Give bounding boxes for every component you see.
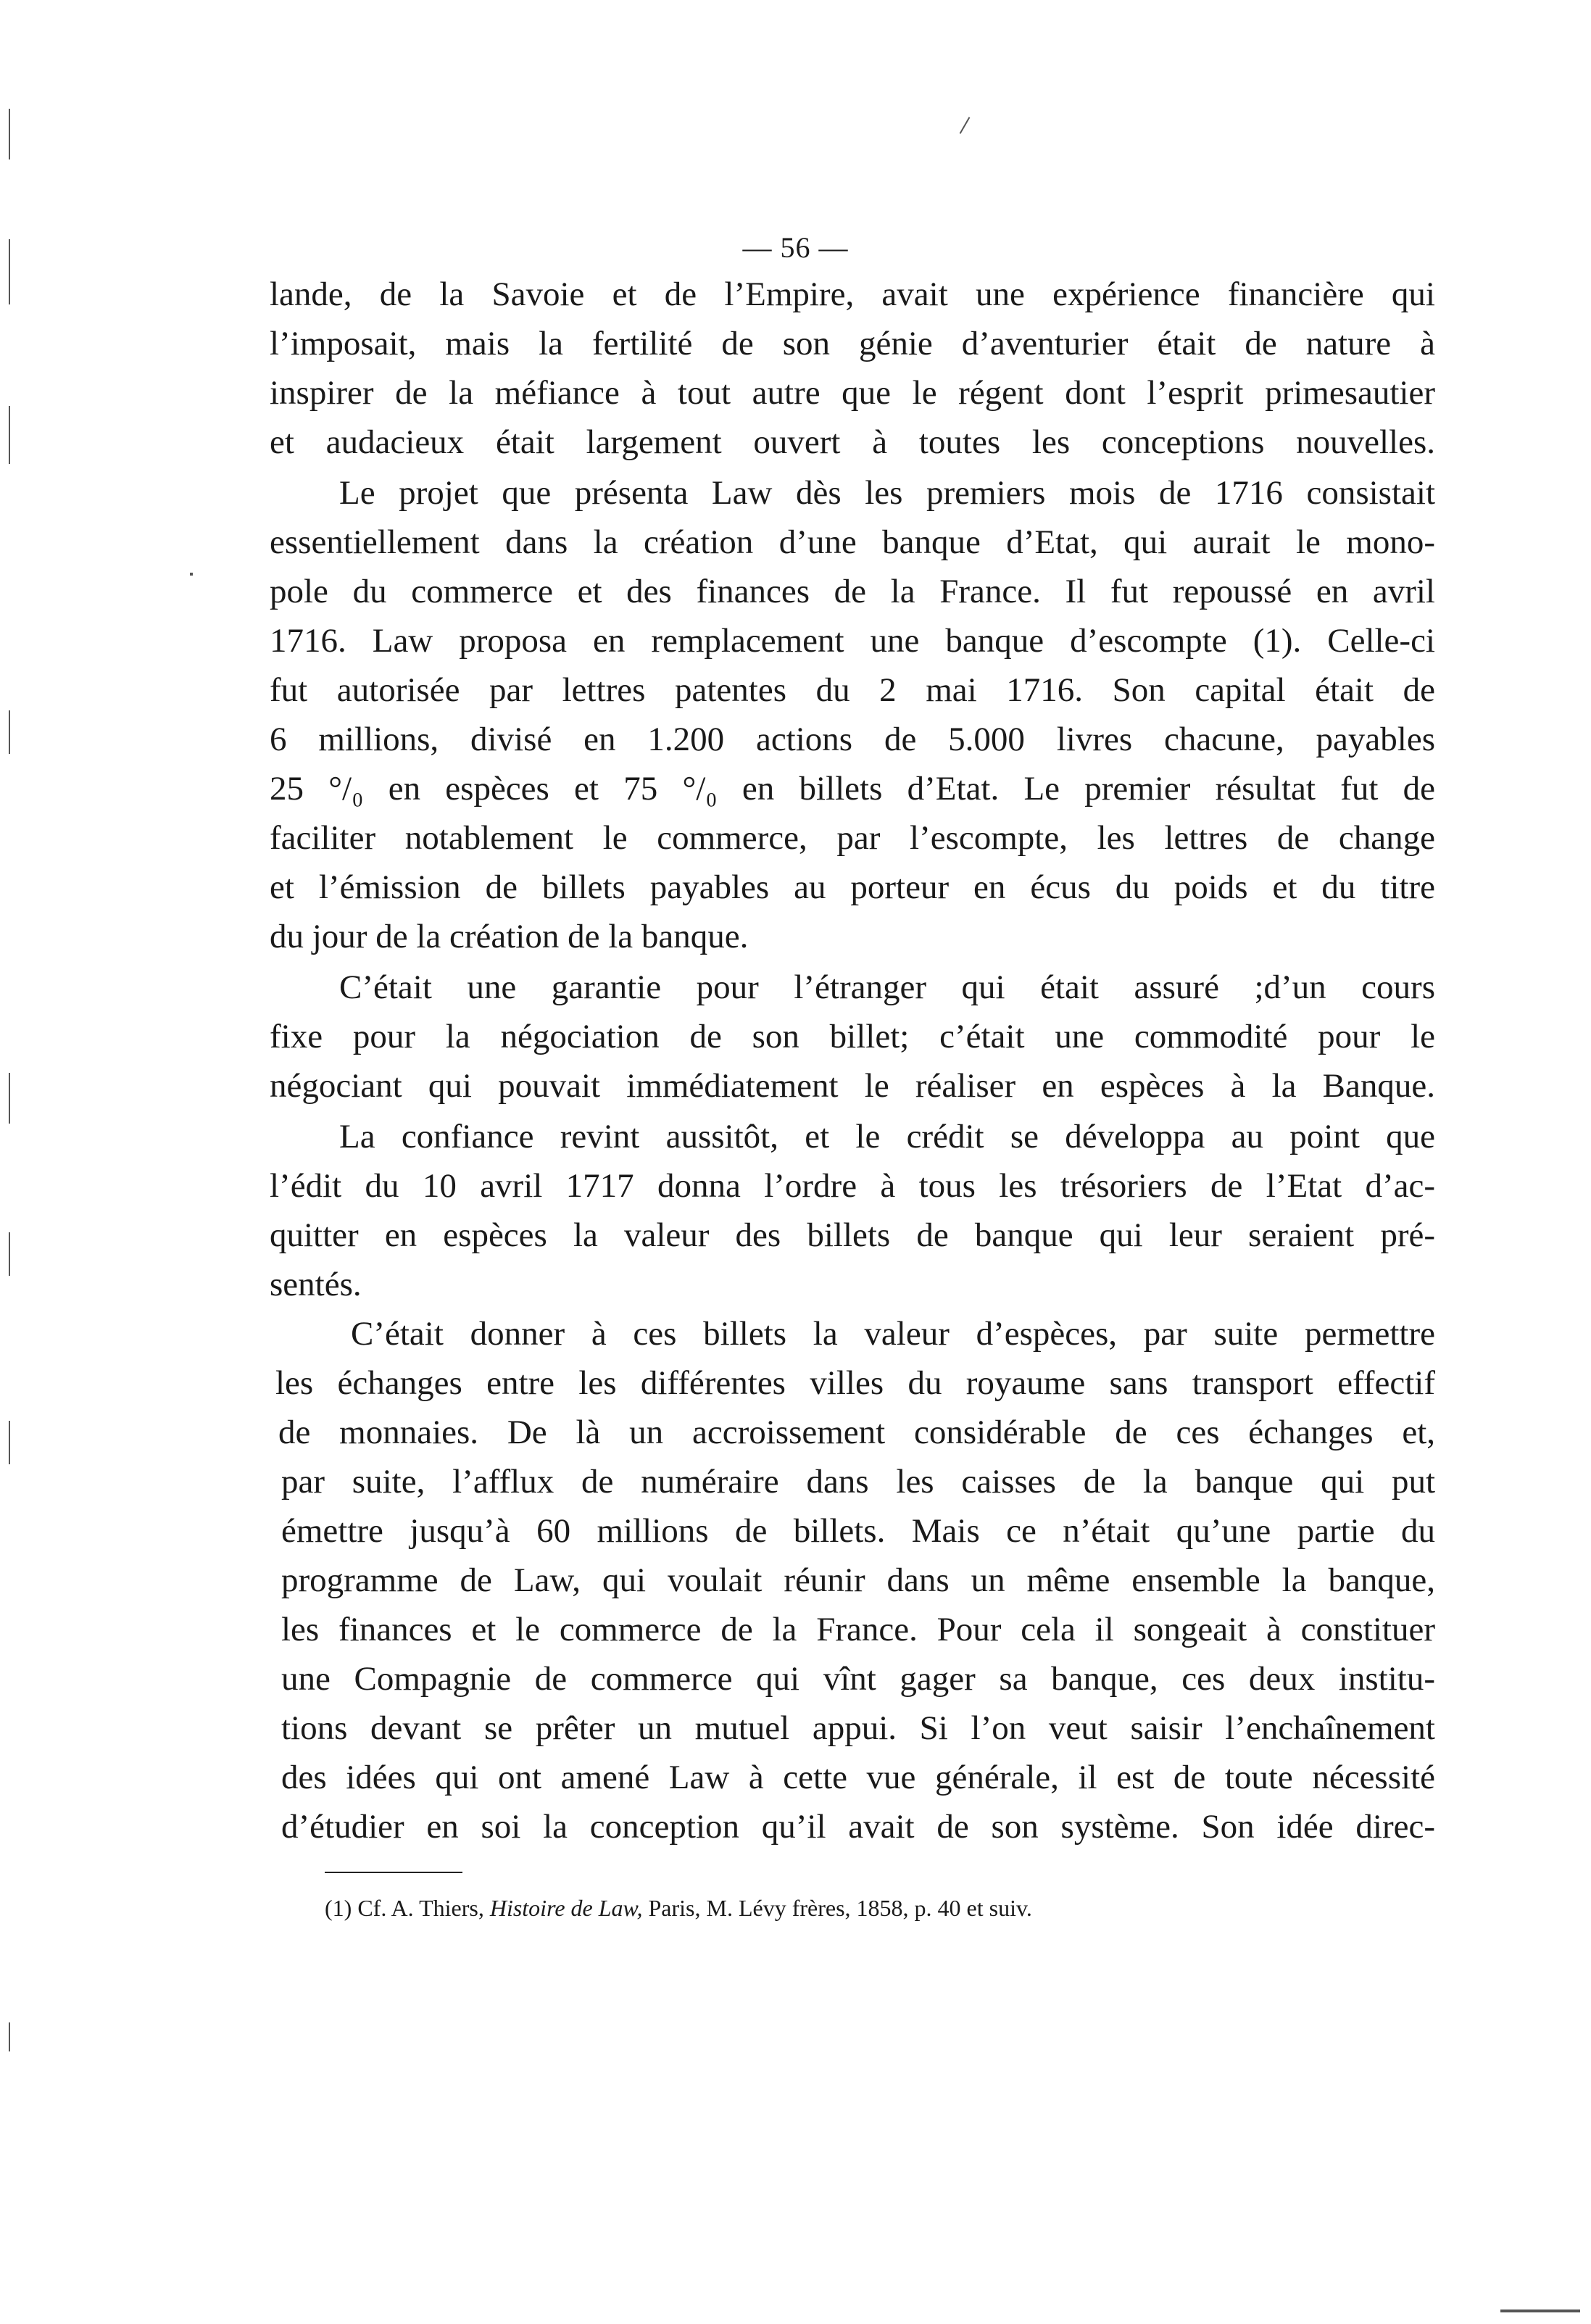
paragraph-first-line: Le projet que présenta Law dès les premiers mois de 1716 consistait <box>339 474 1435 512</box>
text-line: négociant qui pouvait immédiatement le réaliser en espèces à la Banque. <box>270 1067 1435 1105</box>
text-line: et audacieux était largement ouvert à toutes les conceptions nouvelles. <box>270 423 1435 461</box>
scan-mark <box>9 2022 10 2051</box>
scan-mark <box>9 1421 10 1464</box>
text-line: une Compagnie de commerce qui vînt gager sa banque, ces deux institu- <box>281 1660 1435 1698</box>
scan-mark <box>960 117 971 134</box>
footnote <box>325 1893 1032 1922</box>
text-line: fixe pour la négociation de son billet; c’était une commodité pour le <box>270 1018 1435 1055</box>
scan-mark <box>9 109 10 159</box>
paragraph-first-line: C’était une garantie pour l’étranger qui était assuré ;d’un cours <box>339 968 1435 1006</box>
footnote-prefix: (1) Cf. A. Thiers, <box>325 1895 490 1921</box>
scan-mark <box>190 573 193 576</box>
text-line: des idées qui ont amené Law à cette vue générale, il est de toute nécessité <box>281 1759 1435 1796</box>
text-line: l’imposait, mais la fertilité de son génie d’aventurier était de nature à <box>270 325 1435 362</box>
text-line: essentiellement dans la création d’une banque d’Etat, qui aurait le mono- <box>270 523 1435 561</box>
scan-mark <box>9 406 10 464</box>
text-line: quitter en espèces la valeur des billets de banque qui leur seraient pré- <box>270 1216 1435 1254</box>
text-line: les échanges entre les différentes villes du royaume sans transport effectif <box>275 1364 1435 1402</box>
paragraph-first-line: La confiance revint aussitôt, et le crédit se développa au point que <box>339 1118 1435 1155</box>
text-line: émettre jusqu’à 60 millions de billets. Mais ce n’était qu’une partie du <box>281 1512 1435 1550</box>
text-line: lande, de la Savoie et de l’Empire, avait une expérience financière qui <box>270 275 1435 313</box>
text-line: par suite, l’afflux de numéraire dans les caisses de la banque qui put <box>281 1463 1435 1501</box>
scan-mark <box>9 710 10 754</box>
paragraph-last-line: sentés. <box>270 1266 362 1303</box>
text-line: programme de Law, qui voulait réunir dans un même ensemble la banque, <box>281 1561 1435 1599</box>
footnote-title: Histoire de Law, <box>489 1895 643 1921</box>
text-line: d’étudier en soi la conception qu’il avait de son système. Son idée direc- <box>281 1808 1435 1846</box>
text-line: l’édit du 10 avril 1717 donna l’ordre à tous les trésoriers de l’Etat d’ac- <box>270 1167 1435 1205</box>
footnote-rule <box>325 1872 462 1873</box>
text-line: inspirer de la méfiance à tout autre que le régent dont l’esprit primesautier <box>270 374 1435 412</box>
paragraph-first-line: C’était donner à ces billets la valeur d’espèces, par suite permettre <box>351 1315 1435 1353</box>
text-line: 1716. Law proposa en remplacement une banque d’escompte (1). Celle-ci <box>270 622 1435 660</box>
text-line: les finances et le commerce de la France. Pour cela il songeait à constituer <box>281 1611 1435 1648</box>
text-line: fut autorisée par lettres patentes du 2 mai 1716. Son capital était de <box>270 671 1435 709</box>
scan-mark <box>9 239 10 304</box>
scan-mark <box>9 1073 10 1124</box>
footnote-suffix: Paris, M. Lévy frères, 1858, p. 40 et suiv. <box>642 1895 1032 1921</box>
text-line: de monnaies. De là un accroissement considérable de ces échanges et, <box>278 1414 1435 1451</box>
paragraph-last-line: du jour de la création de la banque. <box>270 918 749 955</box>
page-number: — 56 — <box>742 231 849 264</box>
scan-mark <box>9 1232 10 1276</box>
text-line: faciliter notablement le commerce, par l’escompte, les lettres de change <box>270 819 1435 857</box>
text-line: et l’émission de billets payables au porteur en écus du poids et du titre <box>270 868 1435 906</box>
text-line: pole du commerce et des finances de la France. Il fut repoussé en avril <box>270 573 1435 610</box>
scan-mark <box>1500 2310 1580 2312</box>
text-line: 6 millions, divisé en 1.200 actions de 5.000 livres chacune, payables <box>270 721 1435 758</box>
text-line: 25 °/₀ en espèces et 75 °/₀ en billets d’Etat. Le premier résultat fut de <box>270 770 1435 808</box>
text-line: tions devant se prêter un mutuel appui. Si l’on veut saisir l’enchaînement <box>281 1709 1435 1747</box>
